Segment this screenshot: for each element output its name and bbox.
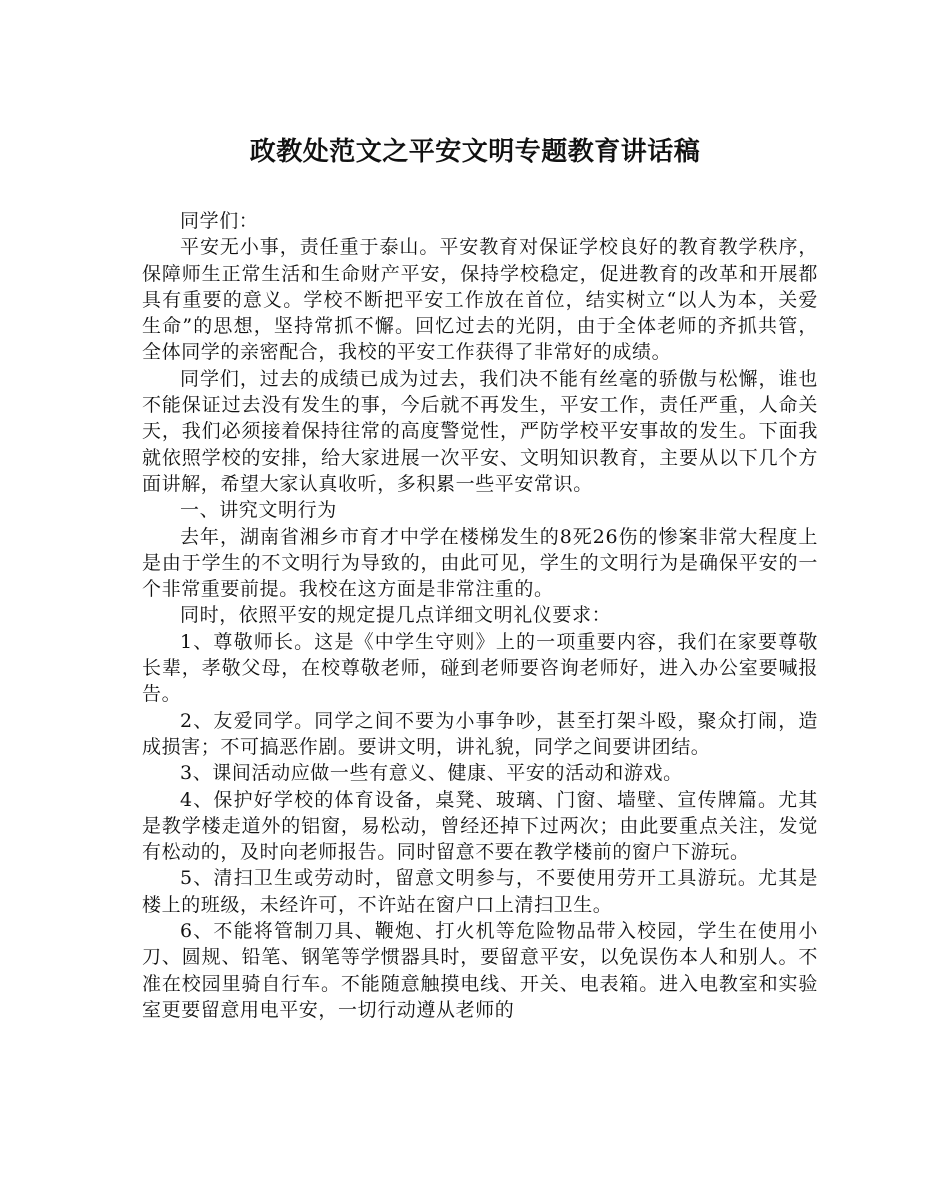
document-body [142, 208, 818, 1023]
list-item: 5、清扫卫生或劳动时，留意文明参与，不要使用劳开工具游玩。尤其是楼上的班级，未经许可，不许站在窗户口上清扫卫生。 [142, 867, 818, 916]
body-paragraph: 去年，湖南省湘乡市育才中学在楼梯发生的8死26伤的惨案非常大程度上是由于学生的不文明行为导致的，由此可见，学生的文明行为是确保平安的一个非常重要前提。我校在这方面是非常注重的。 [142, 525, 818, 601]
list-item: 3、课间活动应做一些有意义、健康、平安的活动和游戏。 [180, 762, 683, 785]
section-heading: 一、讲究文明行为 [180, 499, 337, 522]
list-item: 2、友爱同学。同学之间不要为小事争吵，甚至打架斗殴，聚众打闹，造成损害；不可搞恶作剧。要讲文明，讲礼貌，同学之间要讲团结。 [142, 709, 818, 758]
list-item: 6、不能将管制刀具、鞭炮、打火机等危险物品带入校园，学生在使用小刀、圆规、铅笔、钢笔等学惯器具时，要留意平安，以免误伤本人和别人。不准在校园里骑自行车。不能随意触摸电线、开关、电表箱。进入电教室和实验室更要留意用电平安，一切行动遵从老师的 [142, 920, 818, 1021]
list-item: 4、保护好学校的体育设备，桌凳、玻璃、门窗、墙壁、宣传牌篇。尤其是教学楼走道外的铝窗，易松动，曾经还掉下过两次；由此要重点关注，发觉有松动的，及时向老师报告。同时留意不要在教学楼前的窗户下游玩。 [142, 788, 818, 864]
list-item: 1、尊敬师长。这是《中学生守则》上的一项重要内容，我们在家要尊敬长辈，孝敬父母，在校尊敬老师，碰到老师要咨询老师好，进入办公室要喊报告。 [142, 630, 818, 706]
salutation-paragraph: 同学们： [180, 210, 259, 232]
body-paragraph: 同时，依照平安的规定提几点详细文明礼仪要求： [180, 604, 612, 627]
page-title: 政教处范文之平安文明专题教育讲话稿 [249, 137, 701, 167]
body-paragraph: 平安无小事，责任重于泰山。平安教育对保证学校良好的教育教学秩序，保障师生正常生活和生命财产平安，保持学校稳定，促进教育的改革和开展都具有重要的意义。学校不断把平安工作放在首位，结实树立“以人为本，关爱生命”的思想，坚持常抓不懈。回忆过去的光阴，由于全体老师的齐抓共管，全体同学的亲密配合，我校的平安工作获得了非常好的成绩。 [142, 236, 818, 364]
body-paragraph: 同学们，过去的成绩已成为过去，我们决不能有丝毫的骄傲与松懈，谁也不能保证过去没有发生的事，今后就不再发生，平安工作，责任严重，人命关天，我们必须接着保持往常的高度警觉性，严防学校平安事故的发生。下面我就依照学校的安排，给大家进展一次平安、文明知识教育，主要从以下几个方面讲解，希望大家认真收听，多积累一些平安常识。 [142, 367, 818, 495]
